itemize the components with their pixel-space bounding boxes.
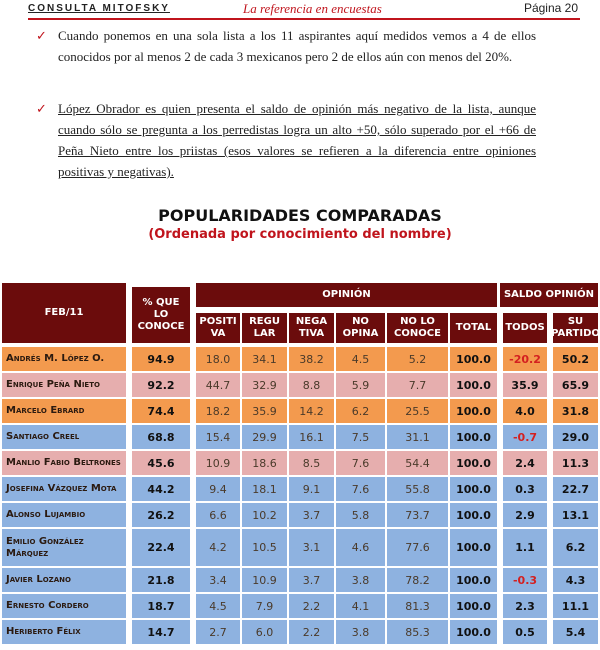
cell-positiva: 44.7 <box>196 373 240 397</box>
cell-su-partido: 5.4 <box>553 620 598 644</box>
table-subtitle: (Ordenada por conocimiento del nombre) <box>148 227 452 242</box>
cell-su-partido: 11.3 <box>553 451 598 475</box>
header-total: TOTAL <box>450 313 497 343</box>
cell-todos: 4.0 <box>503 399 547 423</box>
cell-total: 100.0 <box>450 503 497 527</box>
header-conoce: % QUE LO CONOCE <box>132 287 190 343</box>
cell-negativa: 3.7 <box>289 503 334 527</box>
cell-negativa: 3.1 <box>289 529 334 566</box>
cell-positiva: 10.9 <box>196 451 240 475</box>
cell-no-lo-conoce: 55.8 <box>387 477 448 501</box>
cell-negativa: 38.2 <box>289 347 334 371</box>
cell-conoce: 14.7 <box>132 620 190 644</box>
cell-todos: 2.9 <box>503 503 547 527</box>
header-opinion-group: OPINIÓN <box>196 283 497 307</box>
candidate-name: Manlio Fabio Beltrones <box>2 451 126 475</box>
header-no-opina: NO OPINA <box>336 313 385 343</box>
cell-total: 100.0 <box>450 347 497 371</box>
cell-total: 100.0 <box>450 399 497 423</box>
cell-conoce: 92.2 <box>132 373 190 397</box>
cell-negativa: 16.1 <box>289 425 334 449</box>
cell-total: 100.0 <box>450 425 497 449</box>
cell-total: 100.0 <box>450 620 497 644</box>
header-regular: REGU LAR <box>242 313 287 343</box>
table-title: POPULARIDADES COMPARADAS <box>158 206 442 225</box>
cell-regular: 10.9 <box>242 568 287 592</box>
brand-name: CONSULTA MITOFSKY <box>28 3 170 14</box>
cell-no-lo-conoce: 7.7 <box>387 373 448 397</box>
cell-negativa: 2.2 <box>289 620 334 644</box>
cell-todos: 2.4 <box>503 451 547 475</box>
cell-regular: 18.6 <box>242 451 287 475</box>
cell-regular: 34.1 <box>242 347 287 371</box>
page-number: Página 20 <box>523 1 578 15</box>
cell-todos: -0.7 <box>503 425 547 449</box>
bullet-item <box>36 98 536 182</box>
cell-conoce: 18.7 <box>132 594 190 618</box>
candidate-name: Ernesto Cordero <box>2 594 126 618</box>
cell-no-opina: 7.6 <box>336 451 385 475</box>
cell-no-opina: 4.1 <box>336 594 385 618</box>
cell-su-partido: 6.2 <box>553 529 598 566</box>
tagline: La referencia en encuestas <box>243 1 382 16</box>
cell-positiva: 4.2 <box>196 529 240 566</box>
cell-todos: 1.1 <box>503 529 547 566</box>
candidate-name: Heriberto Félix <box>2 620 126 644</box>
cell-total: 100.0 <box>450 373 497 397</box>
cell-negativa: 8.5 <box>289 451 334 475</box>
cell-no-opina: 5.8 <box>336 503 385 527</box>
cell-regular: 10.2 <box>242 503 287 527</box>
cell-regular: 29.9 <box>242 425 287 449</box>
cell-positiva: 18.0 <box>196 347 240 371</box>
header-period: FEB/11 <box>2 283 126 343</box>
cell-conoce: 22.4 <box>132 529 190 566</box>
cell-total: 100.0 <box>450 529 497 566</box>
cell-conoce: 68.8 <box>132 425 190 449</box>
bullet-text: López Obrador es quien presenta el saldo de opinión más negativo de la lista, aunque cuando sólo se pregunta a los perredistas logra un alto +50, sólo superado por el +66 de Peña Nieto entre los priistas (esos valores se refieren a la diferencia entre opiniones positivas y negativas). <box>58 101 536 179</box>
cell-su-partido: 13.1 <box>553 503 598 527</box>
cell-regular: 7.9 <box>242 594 287 618</box>
header-saldo-group: SALDO OPINIÓN <box>500 283 598 307</box>
cell-no-opina: 5.9 <box>336 373 385 397</box>
cell-todos: -20.2 <box>503 347 547 371</box>
candidate-name: Santiago Creel <box>2 425 126 449</box>
cell-negativa: 3.7 <box>289 568 334 592</box>
cell-no-opina: 3.8 <box>336 568 385 592</box>
cell-negativa: 9.1 <box>289 477 334 501</box>
cell-positiva: 18.2 <box>196 399 240 423</box>
cell-total: 100.0 <box>450 477 497 501</box>
cell-conoce: 45.6 <box>132 451 190 475</box>
header-positiva: POSITI VA <box>196 313 240 343</box>
cell-no-opina: 6.2 <box>336 399 385 423</box>
cell-no-lo-conoce: 54.4 <box>387 451 448 475</box>
header-su-partido: SU PARTIDO <box>553 313 598 343</box>
cell-su-partido: 29.0 <box>553 425 598 449</box>
candidate-name: Emilio González Márquez <box>2 529 126 566</box>
cell-su-partido: 4.3 <box>553 568 598 592</box>
cell-no-lo-conoce: 5.2 <box>387 347 448 371</box>
cell-no-opina: 3.8 <box>336 620 385 644</box>
cell-todos: 0.3 <box>503 477 547 501</box>
cell-no-opina: 7.6 <box>336 477 385 501</box>
cell-conoce: 21.8 <box>132 568 190 592</box>
cell-su-partido: 31.8 <box>553 399 598 423</box>
cell-su-partido: 22.7 <box>553 477 598 501</box>
cell-no-lo-conoce: 73.7 <box>387 503 448 527</box>
candidate-name: Andrés M. López O. <box>2 347 126 371</box>
cell-todos: 35.9 <box>503 373 547 397</box>
cell-no-lo-conoce: 25.5 <box>387 399 448 423</box>
cell-negativa: 2.2 <box>289 594 334 618</box>
candidate-name: Javier Lozano <box>2 568 126 592</box>
cell-positiva: 4.5 <box>196 594 240 618</box>
cell-no-opina: 4.5 <box>336 347 385 371</box>
check-icon: ✓ <box>36 28 47 43</box>
header-negativa: NEGA TIVA <box>289 313 334 343</box>
check-icon: ✓ <box>36 101 47 116</box>
cell-su-partido: 11.1 <box>553 594 598 618</box>
cell-regular: 35.9 <box>242 399 287 423</box>
candidate-name: Alonso Lujambio <box>2 503 126 527</box>
candidate-name: Marcelo Ebrard <box>2 399 126 423</box>
cell-conoce: 44.2 <box>132 477 190 501</box>
cell-todos: -0.3 <box>503 568 547 592</box>
cell-no-lo-conoce: 31.1 <box>387 425 448 449</box>
cell-su-partido: 65.9 <box>553 373 598 397</box>
cell-no-lo-conoce: 78.2 <box>387 568 448 592</box>
header-no-lo-conoce: NO LO CONOCE <box>387 313 448 343</box>
cell-no-opina: 4.6 <box>336 529 385 566</box>
cell-positiva: 6.6 <box>196 503 240 527</box>
cell-total: 100.0 <box>450 568 497 592</box>
cell-no-opina: 7.5 <box>336 425 385 449</box>
header-todos: TODOS <box>503 313 547 343</box>
cell-no-lo-conoce: 85.3 <box>387 620 448 644</box>
cell-su-partido: 50.2 <box>553 347 598 371</box>
page-header <box>28 0 580 20</box>
cell-negativa: 8.8 <box>289 373 334 397</box>
cell-negativa: 14.2 <box>289 399 334 423</box>
cell-total: 100.0 <box>450 594 497 618</box>
cell-conoce: 26.2 <box>132 503 190 527</box>
cell-positiva: 9.4 <box>196 477 240 501</box>
candidate-name: Josefina Vázquez Mota <box>2 477 126 501</box>
bullet-item <box>36 25 536 67</box>
cell-total: 100.0 <box>450 451 497 475</box>
cell-no-lo-conoce: 77.6 <box>387 529 448 566</box>
cell-regular: 10.5 <box>242 529 287 566</box>
cell-todos: 0.5 <box>503 620 547 644</box>
cell-conoce: 94.9 <box>132 347 190 371</box>
cell-positiva: 2.7 <box>196 620 240 644</box>
cell-positiva: 3.4 <box>196 568 240 592</box>
cell-conoce: 74.4 <box>132 399 190 423</box>
cell-regular: 6.0 <box>242 620 287 644</box>
cell-positiva: 15.4 <box>196 425 240 449</box>
cell-todos: 2.3 <box>503 594 547 618</box>
candidate-name: Enrique Peña Nieto <box>2 373 126 397</box>
cell-regular: 32.9 <box>242 373 287 397</box>
bullet-text: Cuando ponemos en una sola lista a los 11 aspirantes aquí medidos vemos a 4 de ellos conocidos por al menos 2 de cada 3 mexicanos pero 2 de ellos aún con menos del 20%. <box>58 28 536 64</box>
cell-regular: 18.1 <box>242 477 287 501</box>
cell-no-lo-conoce: 81.3 <box>387 594 448 618</box>
